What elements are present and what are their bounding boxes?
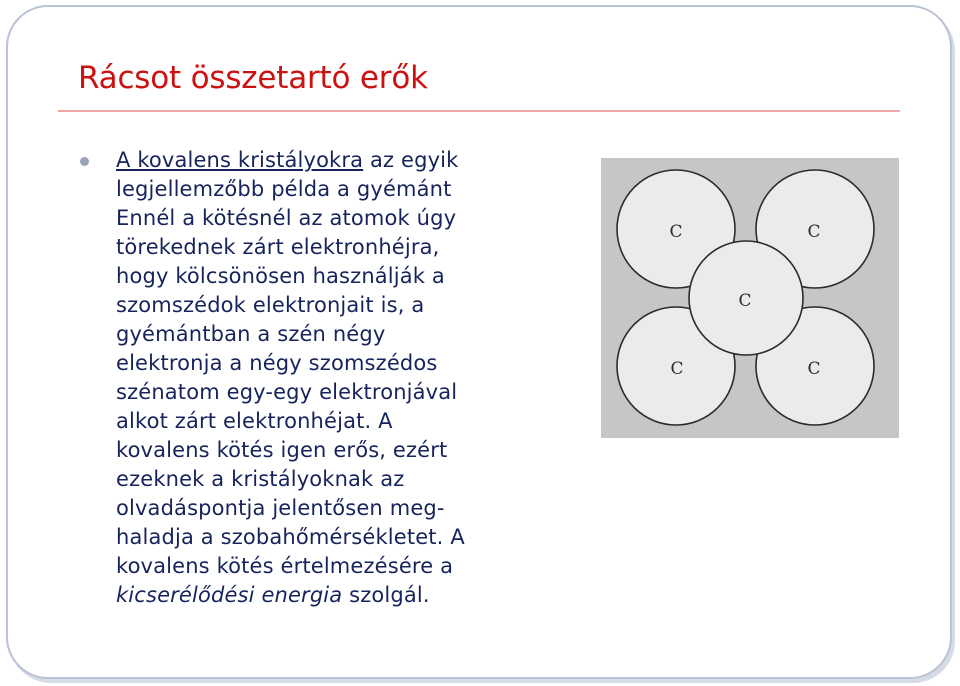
- atom-label-bottom-right: C: [807, 359, 821, 379]
- diamond-carbon-diagram: [601, 158, 899, 438]
- text-line: hogy kölcsönösen használják a: [116, 264, 445, 288]
- bullet-dot-icon: [80, 157, 89, 166]
- text-line: elektronja a négy szomszédos: [116, 351, 438, 375]
- atom-label-center: C: [738, 291, 752, 311]
- atom-label-top-right: C: [807, 222, 821, 242]
- slide-title: Rácsot összetartó erők: [78, 60, 428, 96]
- text-line: szomszédok elektronjait is, a: [116, 293, 425, 317]
- text-line: alkot zárt elektronhéjat. A: [116, 409, 393, 433]
- kovalens-kristalyok-link[interactable]: A kovalens kristályokra: [116, 148, 364, 172]
- text-line: legjellemzőbb példa a gyémánt: [116, 177, 452, 201]
- text-line: [116, 581, 598, 610]
- text-line: [116, 146, 598, 175]
- atom-label-top-left: C: [669, 222, 683, 242]
- text-line: Ennél a kötésnél az atomok úgy: [116, 206, 457, 230]
- text-fragment: az egyik: [363, 148, 459, 172]
- text-line: ezeknek a kristályoknak az: [116, 467, 405, 491]
- text-line: törekednek zárt elektronhéjra,: [116, 235, 440, 259]
- kicserelodesi-energia-term: kicserélődési energia: [116, 583, 343, 607]
- text-line: kovalens kötés igen erős, ezért: [116, 438, 448, 462]
- text-line: szénatom egy-egy elektronjával: [116, 380, 458, 404]
- text-line: kovalens kötés értelmezésére a: [116, 554, 454, 578]
- text-line: gyémántban a szén négy: [116, 322, 386, 346]
- atom-label-bottom-left: C: [670, 359, 684, 379]
- bullet-item: [78, 146, 598, 610]
- bullet-list: [78, 146, 598, 610]
- text-line: olvadáspontja jelentősen meg-: [116, 496, 445, 520]
- text-fragment: szolgál.: [342, 583, 430, 607]
- text-line: haladja a szobahőmérsékletet. A: [116, 525, 465, 549]
- title-divider: [58, 110, 900, 112]
